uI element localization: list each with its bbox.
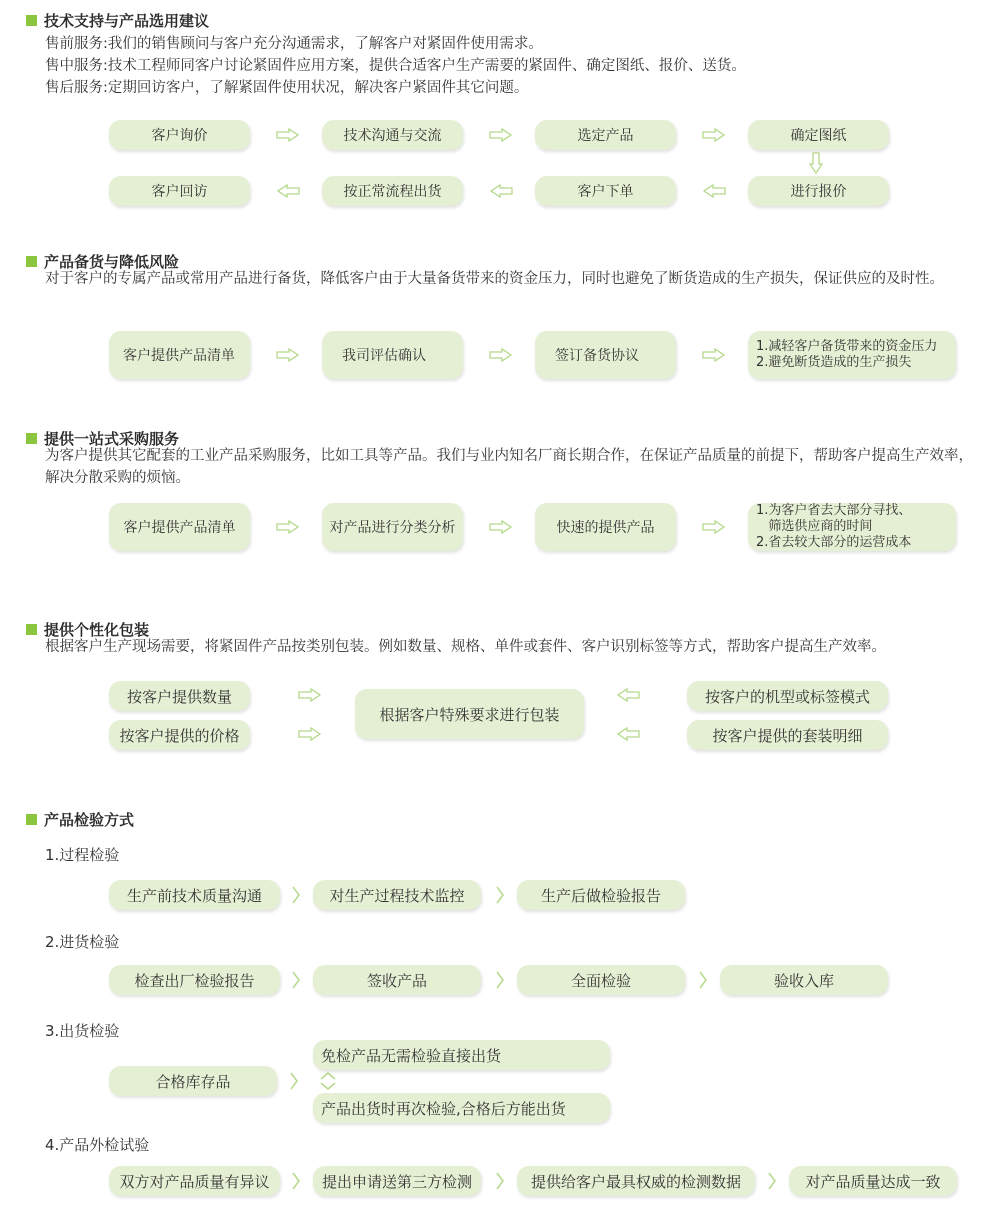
chevron-right-icon: [698, 971, 708, 989]
chevron-right-icon: [495, 971, 505, 989]
bullet-square-icon: [26, 15, 37, 26]
inspection-step-box: 签收产品: [313, 965, 481, 995]
bullet-square-icon: [26, 624, 37, 635]
subsection-process-inspection: 1.过程检验: [45, 846, 120, 864]
flow-box: 我司评估确认: [322, 331, 463, 379]
section-title-text: 产品检验方式: [44, 811, 135, 829]
result-box: [748, 503, 956, 551]
chevron-right-icon: [291, 886, 301, 904]
result-line: 2.省去较大部分的运营成本: [756, 535, 912, 550]
chevron-right-icon: [291, 1172, 301, 1190]
inspection-step-box: 双方对产品质量有异议: [109, 1166, 280, 1196]
section-title-text: 产品备货与降低风险: [44, 253, 180, 271]
paragraph-stocking: [45, 268, 985, 290]
inspection-step-box: 对生产过程技术监控: [313, 880, 481, 910]
package-option-box: 按客户提供的套装明细: [687, 720, 888, 750]
inspection-step-box: 全面检验: [517, 965, 685, 995]
arrow-right-icon: [298, 688, 322, 702]
arrow-right-icon: [276, 520, 300, 534]
flow-box: 客户回访: [109, 176, 250, 206]
chevron-right-icon: [767, 1172, 777, 1190]
presale-line: 售前服务:我们的销售顾问与客户充分沟通需求，了解客户对紧固件使用需求。: [45, 36, 543, 52]
arrow-right-icon: [702, 520, 726, 534]
inspection-step-box: 对产品质量达成一致: [789, 1166, 957, 1196]
inspection-step-box: 检查出厂检验报告: [109, 965, 280, 995]
aftersale-line: 售后服务:定期回访客户，了解紧固件使用状况，解决客户紧固件其它问题。: [45, 80, 529, 96]
paragraph-one-stop: [45, 445, 985, 489]
package-option-box: 按客户提供的价格: [109, 720, 250, 750]
chevron-right-icon: [291, 971, 301, 989]
section-title-text: 提供个性化包装: [44, 621, 150, 639]
package-option-box: 按客户的机型或标签模式: [687, 681, 888, 711]
bullet-square-icon: [26, 814, 37, 825]
arrow-right-icon: [489, 128, 513, 142]
arrow-left-icon: [489, 184, 513, 198]
chevron-up-down-icon: [319, 1071, 337, 1091]
arrow-right-icon: [276, 348, 300, 362]
result-line: 2.避免断货造成的生产损失: [756, 355, 912, 370]
section-title-text: 提供一站式采购服务: [44, 430, 180, 448]
package-option-box: 按客户提供数量: [109, 681, 250, 711]
section-title-tech-support: [26, 10, 209, 31]
flow-box: 按正常流程出货: [322, 176, 463, 206]
flow-box: 对产品进行分类分析: [322, 503, 463, 551]
inspection-step-box: 生产前技术质量沟通: [109, 880, 280, 910]
package-center-box: 根据客户特殊要求进行包装: [355, 689, 584, 739]
arrow-left-icon: [616, 688, 640, 702]
result-box: [748, 331, 956, 379]
arrow-right-icon: [298, 727, 322, 741]
section-title-inspection: [26, 809, 134, 830]
inspection-step-box: 提供给客户最具权威的检测数据: [517, 1166, 755, 1196]
flow-box: 确定图纸: [748, 120, 889, 150]
paragraph-packaging: [45, 636, 886, 658]
outgoing-option-box: 产品出货时再次检验,合格后方能出货: [313, 1093, 610, 1123]
arrow-right-icon: [702, 128, 726, 142]
inspection-step-box: 验收入库: [720, 965, 888, 995]
flow-box: 选定产品: [535, 120, 676, 150]
paragraph-services: [45, 33, 746, 99]
stocking-text: 对于客户的专属产品或常用产品进行备货，降低客户由于大量备货带来的资金压力，同时也避免了断货造成的生产损失，保证供应的及时性。: [45, 271, 944, 287]
result-line: 1.为客户省去大部分寻找、: [756, 503, 912, 518]
inspection-step-box: 提出申请送第三方检测: [313, 1166, 481, 1196]
one-stop-text: 为客户提供其它配套的工业产品采购服务，比如工具等产品。我们与业内知名厂商长期合作，在保证产品质量的前提下，帮助客户提高生产效率，解决分散采购的烦恼。: [45, 448, 973, 486]
arrow-right-icon: [489, 520, 513, 534]
arrow-right-icon: [489, 348, 513, 362]
stock-box: 合格库存品: [109, 1066, 277, 1096]
subsection-outgoing-inspection: 3.出货检验: [45, 1022, 120, 1040]
chevron-right-icon: [495, 886, 505, 904]
arrow-left-icon: [276, 184, 300, 198]
bullet-square-icon: [26, 256, 37, 267]
flow-box: 进行报价: [748, 176, 889, 206]
result-line: 筛选供应商的时间: [756, 519, 873, 534]
arrow-right-icon: [702, 348, 726, 362]
flow-box: 客户下单: [535, 176, 676, 206]
packaging-text: 根据客户生产现场需要，将紧固件产品按类别包装。例如数量、规格、单件或套件、客户识别标签等方式，帮助客户提高生产效率。: [45, 639, 886, 655]
inspection-step-box: 生产后做检验报告: [517, 880, 685, 910]
chevron-right-icon: [495, 1172, 505, 1190]
insale-line: 售中服务:技术工程师同客户讨论紧固件应用方案，提供合适客户生产需要的紧固件、确定图纸、报价、送货。: [45, 58, 746, 74]
bullet-square-icon: [26, 433, 37, 444]
arrow-down-icon: [809, 152, 823, 174]
chevron-right-icon: [289, 1072, 299, 1090]
subsection-external-test: 4.产品外检试验: [45, 1136, 150, 1154]
section-title-text: 技术支持与产品选用建议: [44, 12, 210, 30]
flow-box: 客户提供产品清单: [109, 503, 250, 551]
flow-box: 客户询价: [109, 120, 250, 150]
arrow-left-icon: [616, 727, 640, 741]
flow-box: 签订备货协议: [535, 331, 676, 379]
arrow-right-icon: [276, 128, 300, 142]
outgoing-option-box: 免检产品无需检验直接出货: [313, 1040, 610, 1070]
flow-box: 技术沟通与交流: [322, 120, 463, 150]
flow-box: 客户提供产品清单: [109, 331, 250, 379]
flow-box: 快速的提供产品: [535, 503, 676, 551]
subsection-incoming-inspection: 2.进货检验: [45, 933, 120, 951]
arrow-left-icon: [702, 184, 726, 198]
result-line: 1.减轻客户备货带来的资金压力: [756, 339, 938, 354]
